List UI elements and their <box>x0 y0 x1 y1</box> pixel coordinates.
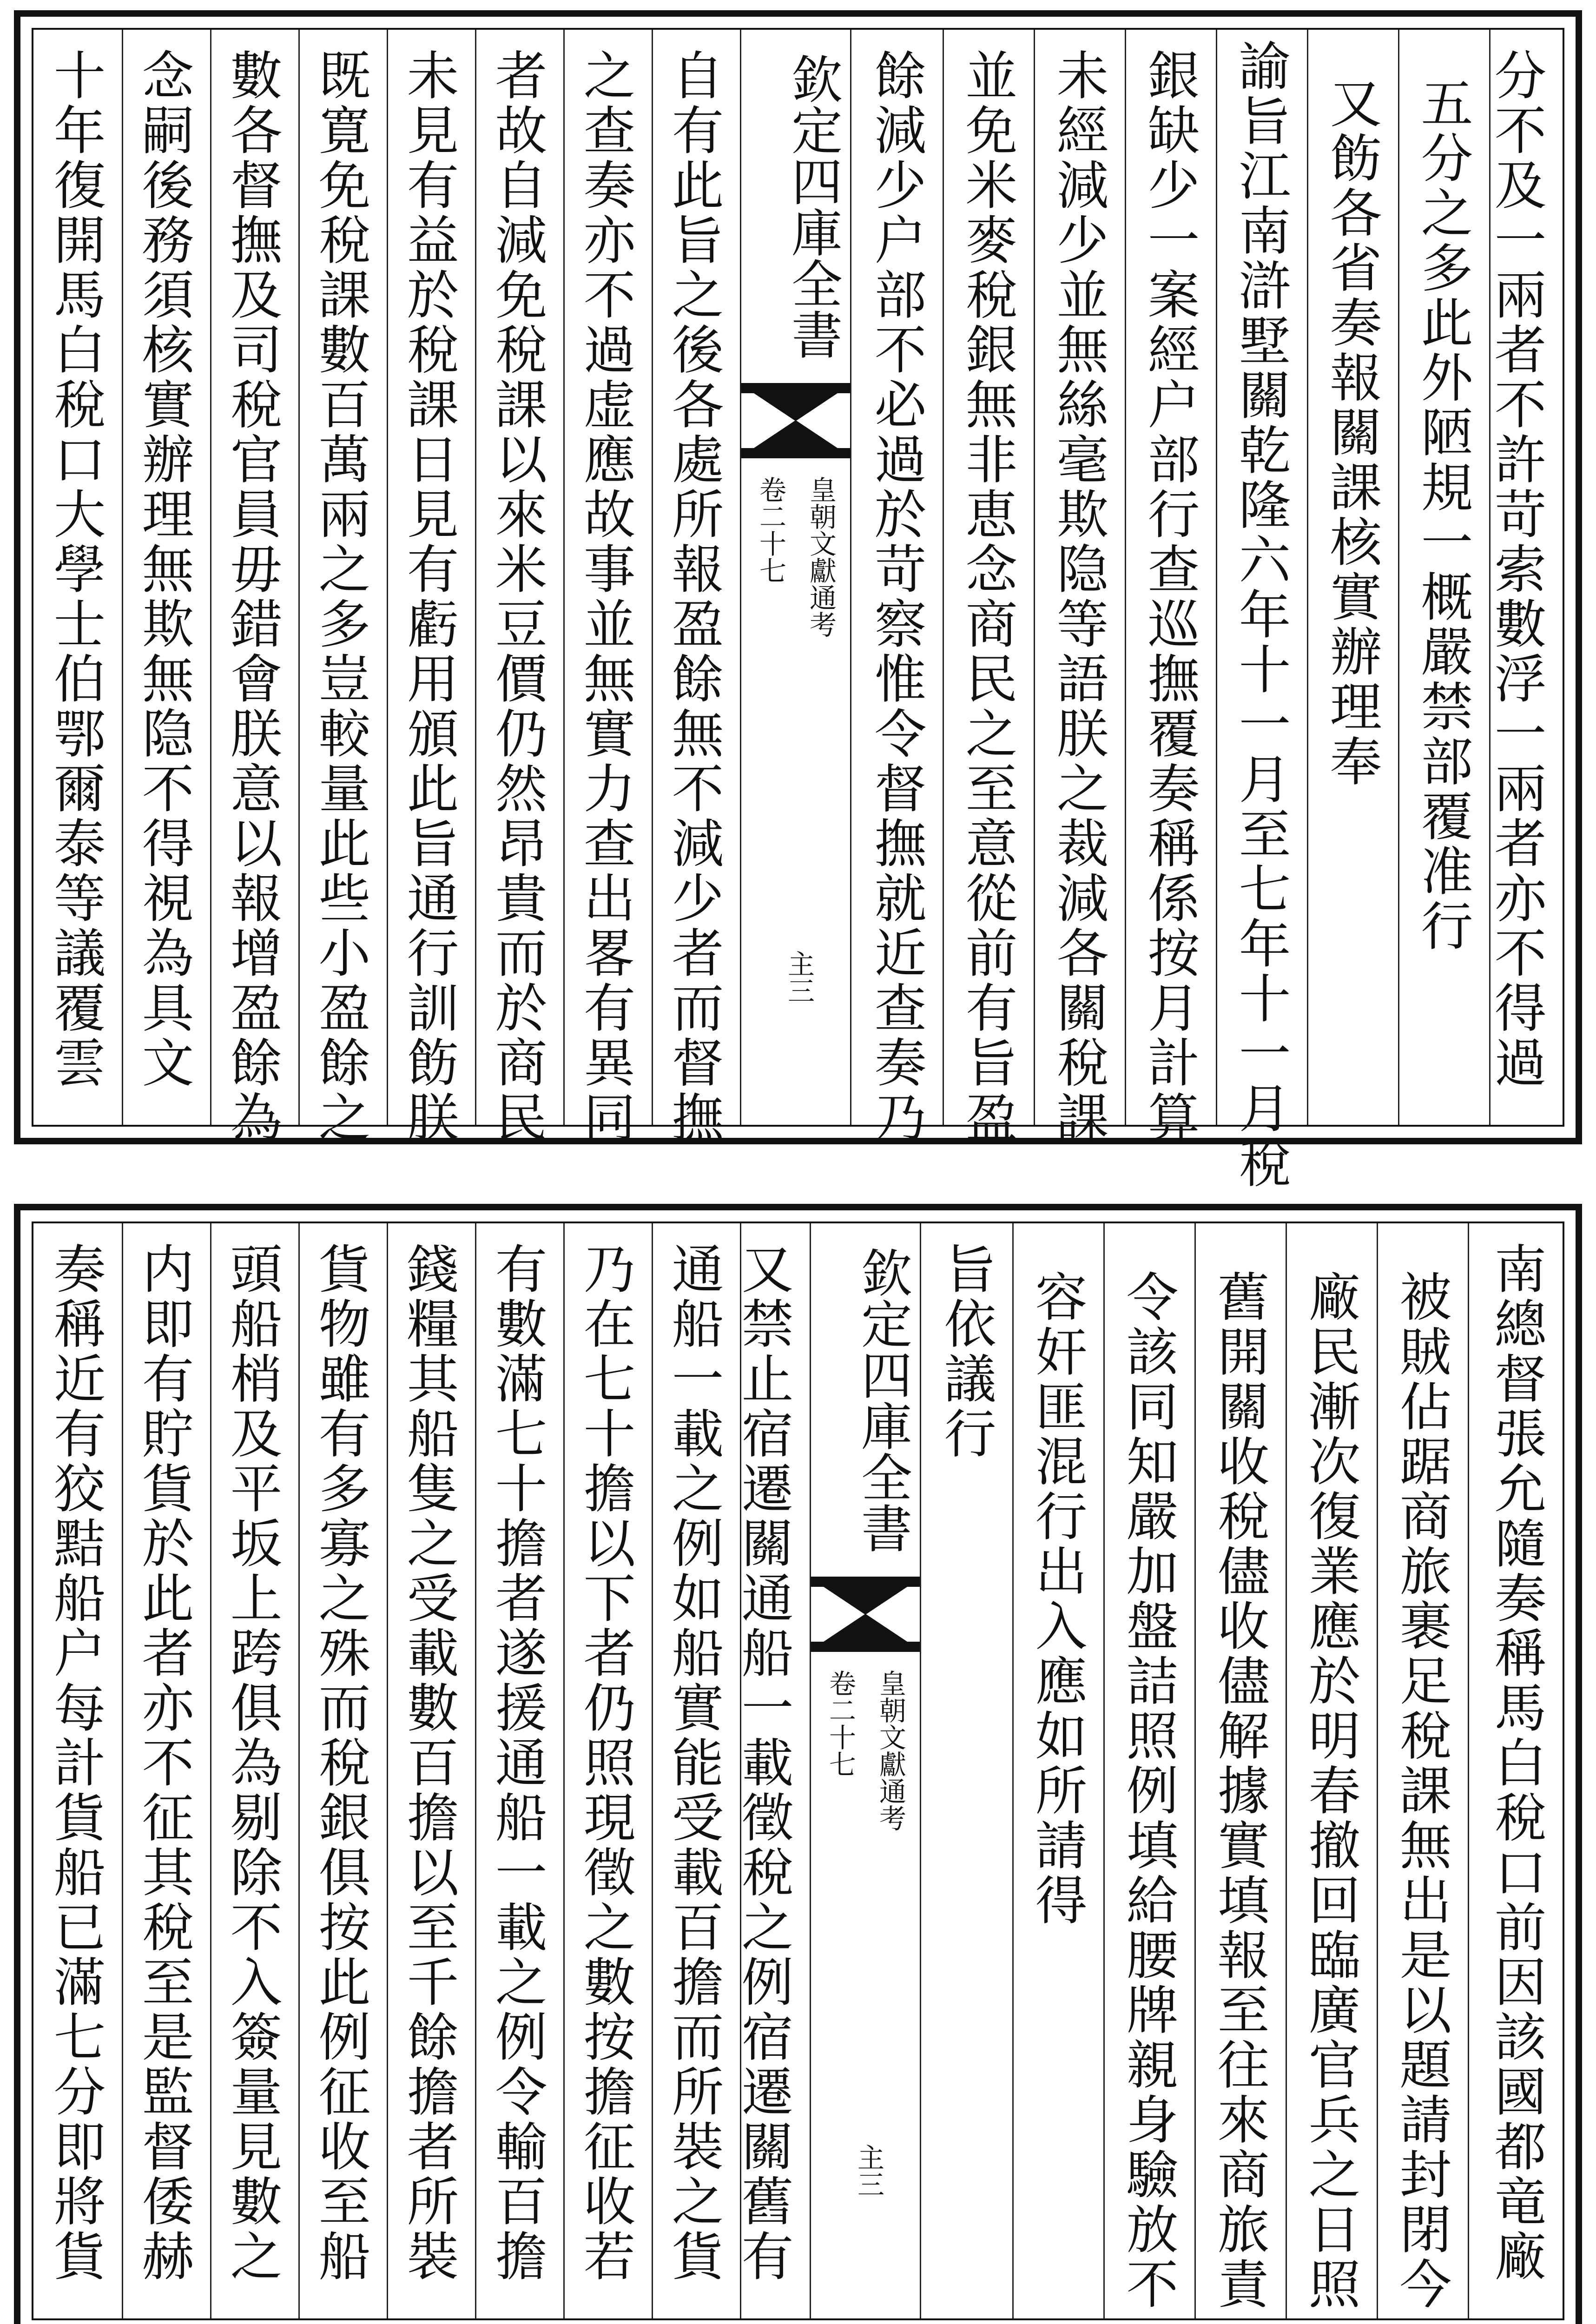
top-right-column-4 <box>1216 30 1307 1191</box>
bottom-left-column-5 <box>387 1223 475 2318</box>
fishtail-bar-top <box>741 383 850 393</box>
volume-label: 卷二十七 <box>755 476 786 584</box>
column-text: 未見有益於稅課日見有虧用頒此旨通行訓飭朕 <box>398 48 459 1145</box>
column-text: 舊開關收稅儘收儘解據實填報至往來商旅責 <box>1209 1270 1269 2312</box>
bottom-left-column-7 <box>210 1223 298 2318</box>
bottom-right-column-1 <box>1468 1223 1563 2318</box>
column-text: 貨物雖有多寡之殊而稅銀俱按此例征收至船 <box>310 1242 370 2284</box>
column-text: 錢糧其船隻之受載數百擔以至千餘擔者所裝 <box>398 1242 459 2284</box>
fishtail-mark-top <box>824 1587 907 1615</box>
top-left-column-6 <box>210 30 298 1145</box>
top-left-column-5 <box>298 30 387 1145</box>
column-text: 既寛免稅課數百萬兩之多豈較量此些小盈餘之 <box>310 48 370 1145</box>
column-text: 令該同知嚴加盤詰照例填給腰牌親身驗放不 <box>1118 1270 1178 2312</box>
fishtail-bar-bottom <box>741 448 850 458</box>
bottom-right-column-2 <box>1377 1223 1468 2318</box>
top-right-column-8 <box>851 30 943 1145</box>
fishtail-bar-top <box>811 1577 920 1587</box>
fishtail-mark-top <box>754 393 838 421</box>
column-text: 自有此旨之後各處所報盈餘無不減少者而督撫 <box>663 48 724 1145</box>
column-text: 十年復開馬白稅口大學士伯鄂爾泰等議覆雲 <box>45 48 106 1090</box>
top-left-column-2 <box>563 30 652 1145</box>
leaf-number: 主三 <box>853 2144 884 2198</box>
top-right-column-7 <box>943 30 1034 1145</box>
top-right-column-5 <box>1125 30 1216 1145</box>
column-text: 之查奏亦不過虚應故事並無實力查出畧有異同 <box>575 48 635 1145</box>
column-text: 有數滿七十擔者遂援通船一載之例令輸百擔 <box>487 1242 547 2284</box>
book-title: 皇朝文獻通考 <box>875 1670 906 1831</box>
bottom-right-column-6 <box>1012 1223 1103 2318</box>
top-left-column-8 <box>33 30 122 1125</box>
top-center-header <box>740 30 851 1125</box>
fishtail-bar-bottom <box>811 1642 920 1652</box>
column-text: 念嗣後務須核實辦理無欺無隐不得視為具文 <box>133 48 194 1090</box>
column-text: 未經減少並無絲毫欺隐等語朕之裁減各關稅課 <box>1048 48 1108 1145</box>
library-title: 欽定四庫全書 <box>853 1247 912 1553</box>
column-text: 廠民漸次復業應於明春撤回臨廣官兵之日照 <box>1300 1270 1360 2312</box>
column-text: 南總督張允隨奏稱馬白稅口前因該國都竜廠 <box>1486 1242 1546 2284</box>
bottom-left-column-9 <box>33 1223 122 2318</box>
top-left-column-4 <box>387 30 475 1145</box>
bottom-right-column-4 <box>1194 1223 1286 2318</box>
column-text: 者故自減免稅課以來米豆價仍然昂貴而於商民 <box>487 48 547 1145</box>
column-text: 旨依議行 <box>936 1242 996 1461</box>
column-text: 容奸匪混行出入應如所請得 <box>1027 1270 1087 1928</box>
column-text: 乃在七十擔以下者仍照現徵之數按擔征收若 <box>575 1242 635 2284</box>
book-title: 皇朝文獻通考 <box>805 476 837 638</box>
column-text: 餘減少户部不必過於苛察惟令督撫就近查奏乃 <box>866 48 926 1145</box>
bottom-left-column-3 <box>563 1223 652 2318</box>
bottom-right-column-5 <box>1103 1223 1194 2318</box>
library-title: 欽定四庫全書 <box>783 53 843 360</box>
bottom-left-column-6 <box>298 1223 387 2318</box>
top-page-inner-frame <box>32 28 1564 1191</box>
bottom-right-column-7 <box>921 1223 1012 2318</box>
column-text: 通船一載之例如船實能受載百擔而所裝之貨 <box>663 1242 724 2284</box>
top-right-column-1 <box>1486 30 1563 1125</box>
top-page-frame <box>14 10 1582 1191</box>
bottom-page-frame <box>14 1204 1582 2324</box>
column-text: 諭旨江南滸墅關乾隆六年十一月至七年十一月稅 <box>1230 39 1291 1191</box>
fishtail-mark-bottom <box>824 1614 907 1642</box>
bottom-left-column-1 <box>733 1223 810 2318</box>
bottom-page-inner-frame <box>32 1221 1564 2320</box>
column-text: 五分之多此外陋規一概嚴禁部覆准行 <box>1412 76 1473 954</box>
top-right-column-3 <box>1307 30 1398 1125</box>
column-text: 並免米麥稅銀無非恵念商民之至意從前有旨盈 <box>957 48 1017 1145</box>
column-text: 又飭各省奏報關課核實辦理奉 <box>1321 76 1382 789</box>
bottom-left-column-8 <box>122 1223 210 2318</box>
column-text: 又禁止宿遷關通船一載徵稅之例宿遷關舊有 <box>733 1242 793 2284</box>
column-text: 頭船梢及平坂上跨俱為剔除不入簽量見數之 <box>222 1242 282 2284</box>
leaf-number: 主三 <box>783 950 815 1004</box>
top-left-column-7 <box>122 30 210 1125</box>
volume-label: 卷二十七 <box>824 1670 856 1777</box>
top-left-column-3 <box>475 30 563 1145</box>
column-text: 銀缺少一案經户部行查巡撫覆奏稱係按月計算 <box>1139 48 1200 1145</box>
bottom-center-header <box>810 1223 921 2318</box>
column-text: 奏稱近有狡黠船户每計貨船已滿七分即將貨 <box>45 1242 106 2284</box>
column-text: 數各督撫及司稅官員毋錯會朕意以報增盈餘為 <box>222 48 282 1145</box>
top-right-column-6 <box>1034 30 1125 1145</box>
column-text: 分不及一兩者不許苛索數浮一兩者亦不得過 <box>1486 48 1546 1090</box>
column-text: 内即有貯貨於此者亦不征其稅至是監督倭赫 <box>133 1242 194 2284</box>
top-left-column-1 <box>652 30 740 1145</box>
bottom-right-column-3 <box>1286 1223 1377 2318</box>
column-text: 被賊佔踞商旅裹足稅課無出是以題請封閉今 <box>1391 1270 1451 2312</box>
fishtail-mark-bottom <box>754 420 838 448</box>
bottom-left-column-4 <box>475 1223 563 2318</box>
